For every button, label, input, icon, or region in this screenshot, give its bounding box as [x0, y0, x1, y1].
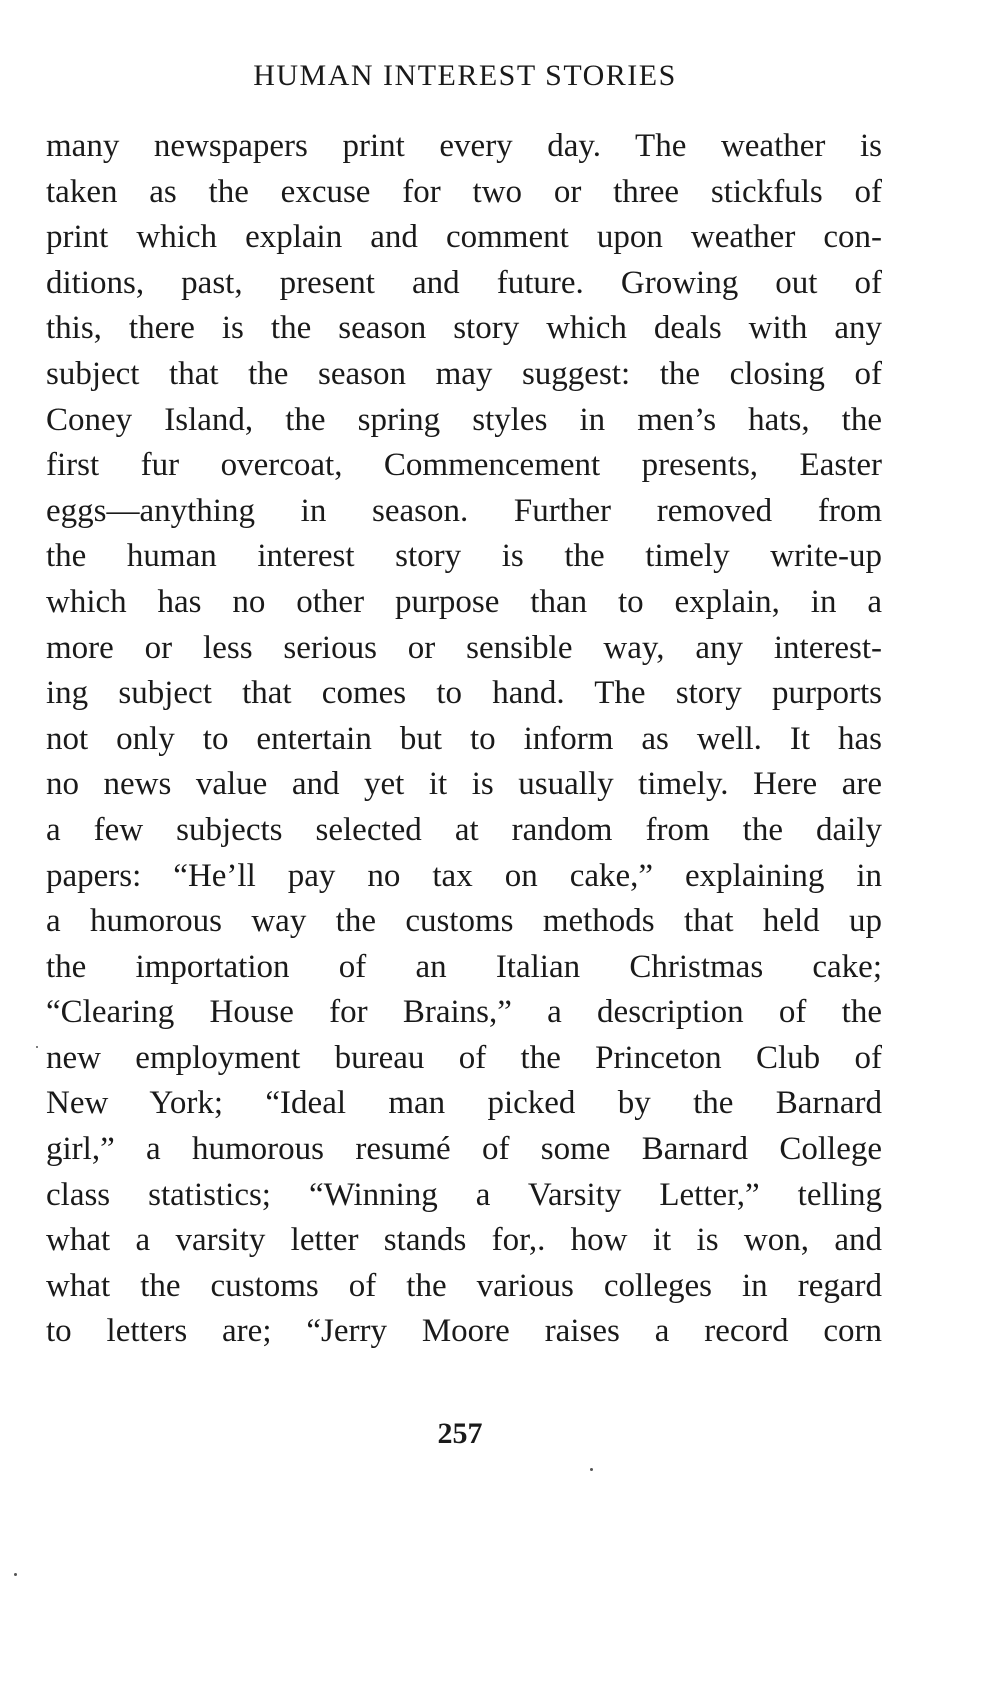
- text-line: Coney Island, the spring styles in men’s hats, the: [46, 401, 882, 438]
- text-line: new employment bureau of the Princeton Club of: [46, 1039, 882, 1076]
- text-line: taken as the excuse for two or three stickfuls of: [46, 173, 882, 210]
- running-head: HUMAN INTEREST STORIES: [253, 59, 677, 92]
- page-number: 257: [437, 1417, 483, 1450]
- text-line: the human interest story is the timely write-up: [46, 538, 882, 575]
- text-line: not only to entertain but to inform as well. It has: [46, 720, 882, 757]
- scan-speck: [36, 1046, 38, 1048]
- text-line: girl,” a humorous resumé of some Barnard College: [46, 1131, 882, 1168]
- text-line: subject that the season may suggest: the closing of: [46, 355, 882, 392]
- text-line: ditions, past, present and future. Growing out of: [46, 264, 882, 301]
- text-line: what a varsity letter stands for,. how it is won, and: [46, 1222, 882, 1259]
- text-line: what the customs of the various colleges in regard: [46, 1267, 882, 1304]
- text-line: print which explain and comment upon weather con-: [46, 219, 882, 256]
- text-line: eggs—anything in season. Further removed from: [46, 492, 882, 529]
- text-line: which has no other purpose than to explain, in a: [46, 583, 882, 620]
- text-line: first fur overcoat, Commencement presents, Easter: [46, 447, 882, 484]
- scan-speck: [14, 1573, 17, 1576]
- text-line: class statistics; “Winning a Varsity Letter,” telling: [46, 1176, 882, 1213]
- text-line: a few subjects selected at random from the daily: [46, 811, 882, 848]
- text-line: the importation of an Italian Christmas cake;: [46, 948, 882, 985]
- scan-speck: [590, 1468, 593, 1471]
- text-line: a humorous way the customs methods that held up: [46, 903, 882, 940]
- text-line: many newspapers print every day. The weather is: [46, 128, 882, 164]
- text-line: “Clearing House for Brains,” a description of the: [46, 994, 882, 1031]
- body-text: [46, 124, 882, 1355]
- text-line: more or less serious or sensible way, any interest-: [46, 629, 882, 666]
- text-line: to letters are; “Jerry Moore raises a record corn: [46, 1313, 882, 1350]
- text-line: ing subject that comes to hand. The story purports: [46, 675, 882, 712]
- text-line: papers: “He’ll pay no tax on cake,” explaining in: [46, 857, 882, 894]
- text-line: this, there is the season story which deals with any: [46, 310, 882, 347]
- text-line: no news value and yet it is usually timely. Here are: [46, 766, 882, 803]
- text-line: New York; “Ideal man picked by the Barnard: [46, 1085, 882, 1122]
